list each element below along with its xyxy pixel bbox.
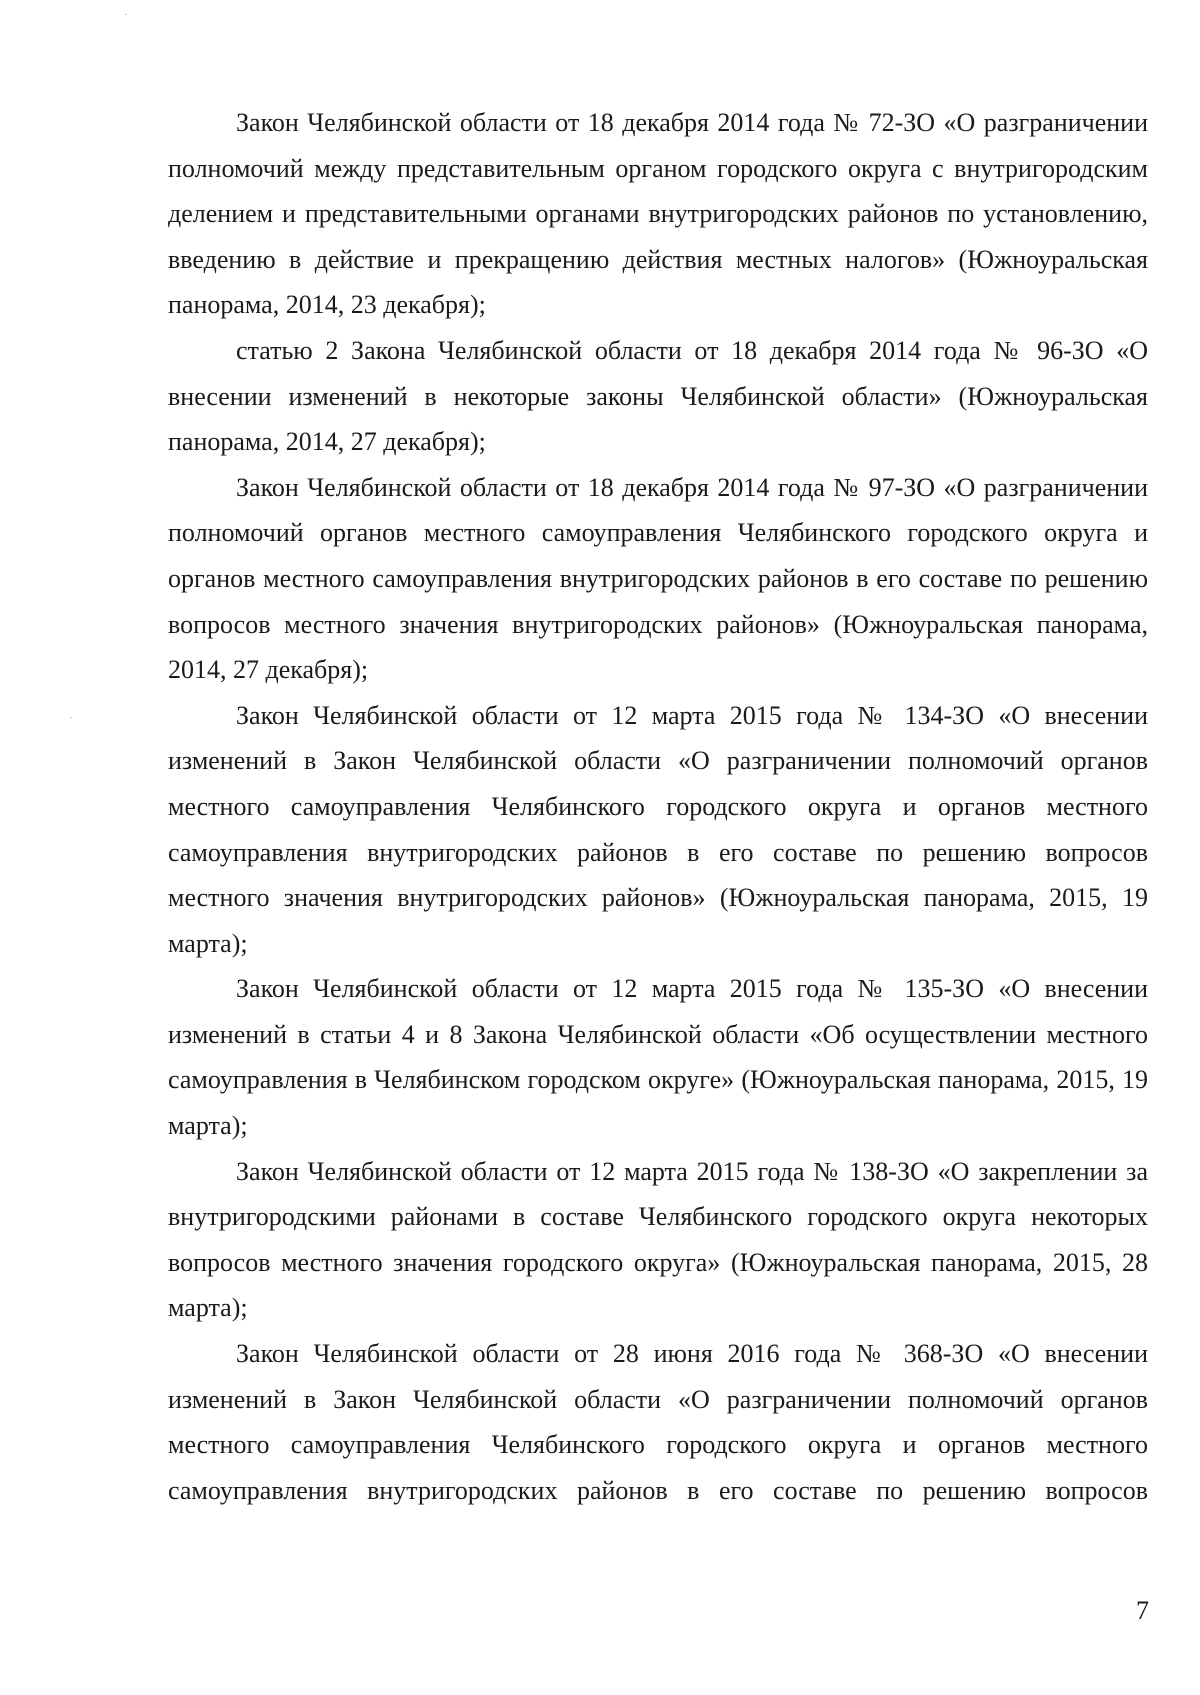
paragraph-law-135: Закон Челябинской области от 12 марта 2015 года № 135-ЗО «О внесении изменений в статьи 4 и 8 Закона Челябинской области «Об осуществлении местного самоуправления в Челябинском городском округе» (Южноуральская панорама, 2015, 19 марта); [168,974,1148,1141]
paragraph-law-138: Закон Челябинской области от 12 марта 2015 года № 138-ЗО «О закреплении за внутригородскими районами в составе Челябинского городского округа некоторых вопросов местного значения городского округа» (Южноуральская панорама, 2015, 28 марта); [168,1156,1148,1323]
paragraph-law-97: Закон Челябинской области от 18 декабря 2014 года № 97-ЗО «О разграничении полномочий органов местного самоуправления Челябинского городского округа и органов местного самоуправления внутригородских районов в его составе по решению вопросов местного значения внутригородских районов» (Южноуральская панорама, 2014, 27 декабря); [168,472,1148,685]
scan-speck [125,14,127,15]
scan-speck [70,717,72,718]
paragraph-law-72: Закон Челябинской области от 18 декабря 2014 года № 72-ЗО «О разграничении полномочий между представительным органом городского округа с внутригородским делением и представительными органами внутригородских районов по установлению, введению в действие и прекращению действия местных налогов» (Южноуральская панорама, 2014, 23 декабря); [168,108,1148,320]
paragraph-law-368: Закон Челябинской области от 28 июня 2016 года № 368-ЗО «О внесении изменений в Закон Челябинской области «О разграничении полномочий органов местного самоуправления Челябинского городского округа и органов местного самоуправления внутригородских районов в его составе по решению вопросов [168,1339,1148,1505]
document-body [168,100,1148,1513]
paragraph-law-96: статью 2 Закона Челябинской области от 18 декабря 2014 года № 96-ЗО «О внесении изменений в некоторые законы Челябинской области» (Южноуральская панорама, 2014, 27 декабря); [168,335,1148,457]
page-number: 7 [1136,1596,1149,1625]
paragraph-law-134: Закон Челябинской области от 12 марта 2015 года № 134-ЗО «О внесении изменений в Закон Челябинской области «О разграничении полномочий органов местного самоуправления Челябинского городского округа и органов местного самоуправления внутригородских районов в его составе по решению вопросов местного значения внутригородских районов» (Южноуральская панорама, 2015, 19 марта); [168,700,1148,958]
